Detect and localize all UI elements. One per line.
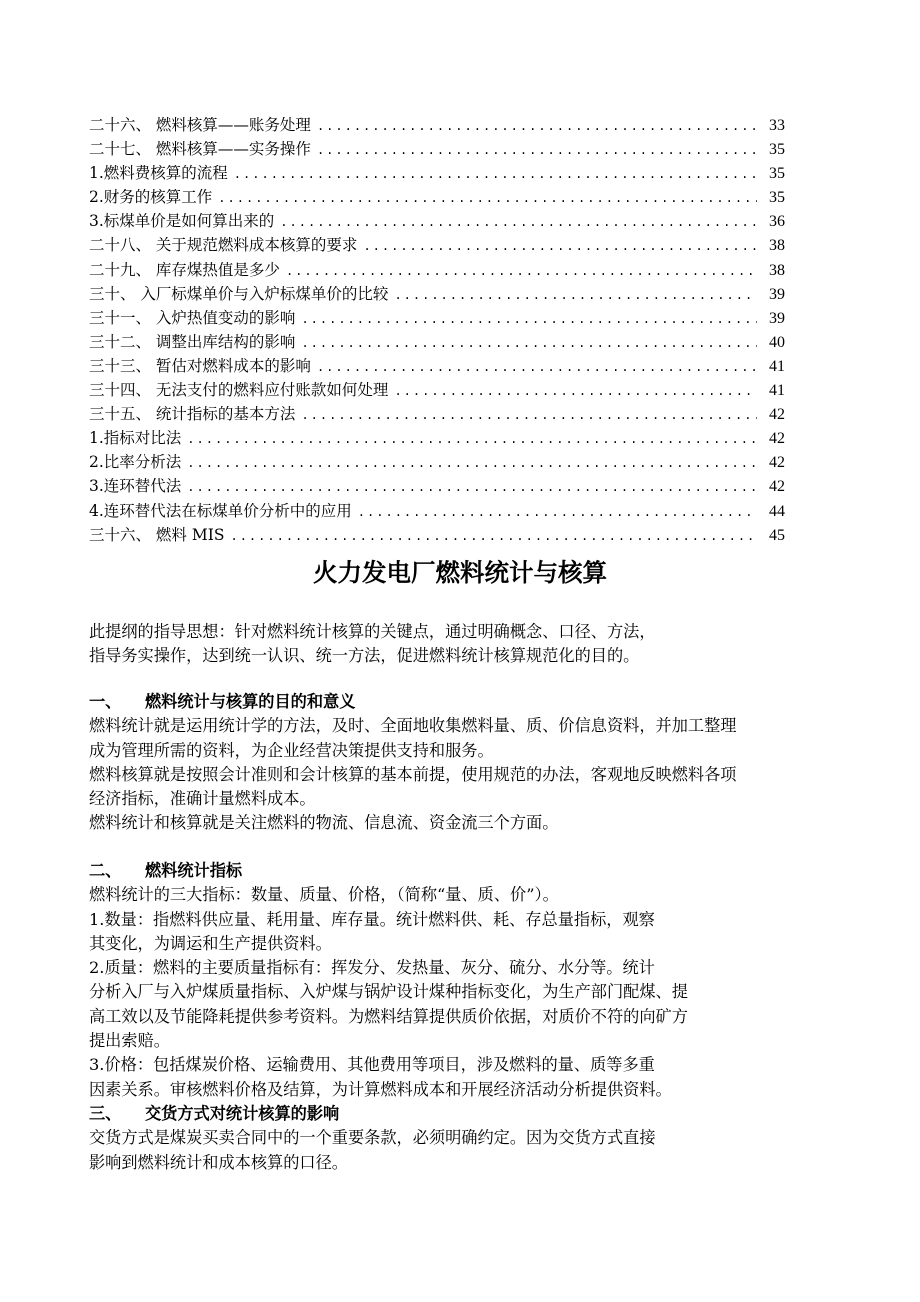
toc-entry[interactable] — [89, 258, 785, 282]
toc-leader-dots — [363, 234, 757, 258]
text-line: 成为管理所需的资料，为企业经营决策提供支持和服务。 — [89, 740, 494, 760]
toc-leader-dots — [187, 475, 757, 499]
toc-entry-page: 38 — [769, 237, 785, 255]
text-line: 燃料统计的三大指标：数量、质量、价格，（简称“量、质、价”）。 — [89, 885, 559, 905]
toc-entry-page: 36 — [769, 213, 785, 231]
toc-entry[interactable] — [89, 426, 785, 450]
section-heading — [89, 690, 849, 714]
intro-paragraph — [89, 620, 849, 669]
toc-entry[interactable] — [89, 402, 785, 426]
toc-entry-label: 二十九、 库存煤热值是多少 — [89, 260, 280, 279]
toc-entry[interactable] — [89, 354, 785, 378]
toc-entry[interactable] — [89, 282, 785, 306]
section-title: 燃料统计与核算的目的和意义 — [145, 692, 356, 711]
text-line: 高工效以及节能降耗提供参考资料。为燃料结算提供质价依据，对质价不符的向矿方 — [89, 1006, 688, 1026]
toc-entry-page: 35 — [769, 141, 785, 159]
toc-leader-dots — [301, 331, 757, 355]
toc-leader-dots — [218, 186, 757, 210]
toc-entry[interactable] — [89, 330, 785, 354]
toc-entry-label: 三十、 入厂标煤单价与入炉标煤单价的比较 — [89, 284, 389, 303]
toc-entry[interactable] — [89, 450, 785, 474]
toc-leader-dots — [187, 427, 757, 451]
toc-entry[interactable] — [89, 185, 785, 209]
text-line: 因素关系。审核燃料价格及结算，为计算燃料成本和开展经济活动分析提供资料。 — [89, 1079, 672, 1099]
section-purpose — [89, 690, 849, 836]
toc-entry-page: 35 — [769, 165, 785, 183]
toc-entry-label: 三十四、 无法支付的燃料应付账款如何处理 — [89, 381, 389, 400]
toc-entry[interactable] — [89, 233, 785, 257]
toc-entry-label: 4.连环替代法在标煤单价分析中的应用 — [89, 501, 352, 520]
text-line: 1.数量：指燃料供应量、耗用量、库存量。统计燃料供、耗、存总量指标，观察 — [89, 909, 655, 929]
toc-entry[interactable] — [89, 306, 785, 330]
toc-leader-dots — [187, 451, 757, 475]
toc-leader-dots — [230, 524, 757, 548]
toc-leader-dots — [301, 403, 757, 427]
text-line: 2.质量：燃料的主要质量指标有：挥发分、发热量、灰分、硫分、水分等。统计 — [89, 958, 655, 978]
text-line: 3.价格：包括煤炭价格、运输费用、其他费用等项目，涉及燃料的量、质等多重 — [89, 1055, 655, 1075]
toc-entry-page: 42 — [769, 430, 785, 448]
toc-entry-label: 2.财务的核算工作 — [89, 188, 213, 207]
section-title: 交货方式对统计核算的影响 — [145, 1103, 340, 1123]
section-number: 二、 — [89, 861, 122, 880]
toc-leader-dots — [394, 379, 757, 403]
section-heading — [89, 1102, 849, 1126]
text-line: 指导务实操作，达到统一认识、统一方法，促进燃料统计核算规范化的目的。 — [89, 646, 640, 666]
toc-leader-dots — [317, 138, 757, 162]
text-line: 分析入厂与入炉煤质量指标、入炉煤与锅炉设计煤种指标变化，为生产部门配煤、提 — [89, 982, 688, 1002]
section-number: 一、 — [89, 692, 122, 711]
section-title: 燃料统计指标 — [145, 861, 243, 880]
text-line: 交货方式是煤炭买卖合同中的一个重要条款，必须明确约定。因为交货方式直接 — [89, 1128, 656, 1148]
toc-entry-page: 39 — [769, 285, 785, 303]
toc-leader-dots — [358, 500, 757, 524]
toc-leader-dots — [301, 307, 757, 331]
toc-entry-page: 44 — [769, 502, 785, 520]
text-line: 燃料核算就是按照会计准则和会计核算的基本前提，使用规范的办法，客观地反映燃料各项 — [89, 764, 737, 784]
toc-entry-label: 二十七、 燃料核算——实务操作 — [89, 140, 311, 159]
toc-entry-page: 39 — [769, 309, 785, 327]
toc-entry[interactable] — [89, 499, 785, 523]
table-of-contents — [89, 113, 785, 547]
toc-entry[interactable] — [89, 161, 785, 185]
toc-entry-page: 35 — [769, 189, 785, 207]
section-indicators — [89, 859, 849, 1175]
section-heading — [89, 859, 849, 883]
toc-entry[interactable] — [89, 137, 785, 161]
toc-leader-dots — [317, 114, 757, 138]
toc-entry-label: 3.标煤单价是如何算出来的 — [89, 212, 275, 231]
text-line: 其变化，为调运和生产提供资料。 — [89, 933, 332, 953]
toc-entry[interactable] — [89, 209, 785, 233]
text-line: 燃料统计就是运用统计学的方法，及时、全面地收集燃料量、质、价信息资料，并加工整理 — [89, 716, 737, 736]
toc-entry-page: 42 — [769, 478, 785, 496]
toc-entry-page: 41 — [769, 382, 785, 400]
toc-entry[interactable] — [89, 474, 785, 498]
toc-entry[interactable] — [89, 378, 785, 402]
section-number: 三、 — [89, 1103, 122, 1123]
toc-entry-label: 3.连环替代法 — [89, 477, 182, 496]
text-line: 提出索赔。 — [89, 1031, 170, 1051]
toc-entry-label: 二十八、 关于规范燃料成本核算的要求 — [89, 236, 358, 255]
toc-entry-page: 42 — [769, 406, 785, 424]
text-line: 此提纲的指导思想：针对燃料统计核算的关键点，通过明确概念、口径、方法， — [89, 622, 656, 641]
toc-leader-dots — [234, 162, 757, 186]
toc-leader-dots — [317, 355, 757, 379]
toc-entry-label: 二十六、 燃料核算——账务处理 — [89, 116, 311, 134]
toc-entry-label: 1.指标对比法 — [89, 429, 182, 448]
toc-entry[interactable] — [89, 113, 785, 137]
toc-entry-page: 38 — [769, 261, 785, 279]
toc-entry-label: 三十三、 暂估对燃料成本的影响 — [89, 356, 311, 375]
document-title: 火力发电厂燃料统计与核算 — [313, 558, 607, 587]
toc-leader-dots — [394, 283, 757, 307]
toc-entry-label: 三十五、 统计指标的基本方法 — [89, 405, 296, 424]
toc-entry-label: 2.比率分析法 — [89, 453, 182, 472]
toc-entry-label: 三十六、 燃料 MIS — [89, 525, 225, 544]
toc-leader-dots — [286, 259, 757, 283]
text-line: 燃料统计和核算就是关注燃料的物流、信息流、资金流三个方面。 — [89, 813, 559, 833]
toc-leader-dots — [280, 210, 757, 234]
toc-entry[interactable] — [89, 523, 785, 547]
toc-entry-page: 42 — [769, 454, 785, 472]
toc-entry-page: 33 — [769, 117, 785, 134]
toc-entry-page: 41 — [769, 357, 785, 375]
toc-entry-label: 三十二、 调整出库结构的影响 — [89, 332, 296, 351]
toc-entry-page: 45 — [769, 526, 785, 544]
toc-entry-label: 三十一、 入炉热值变动的影响 — [89, 308, 296, 327]
text-line: 经济指标，准确计量燃料成本。 — [89, 789, 316, 809]
text-line: 影响到燃料统计和成本核算的口径。 — [89, 1152, 348, 1172]
toc-entry-label: 1.燃料费核算的流程 — [89, 164, 228, 183]
toc-entry-page: 40 — [769, 333, 785, 351]
